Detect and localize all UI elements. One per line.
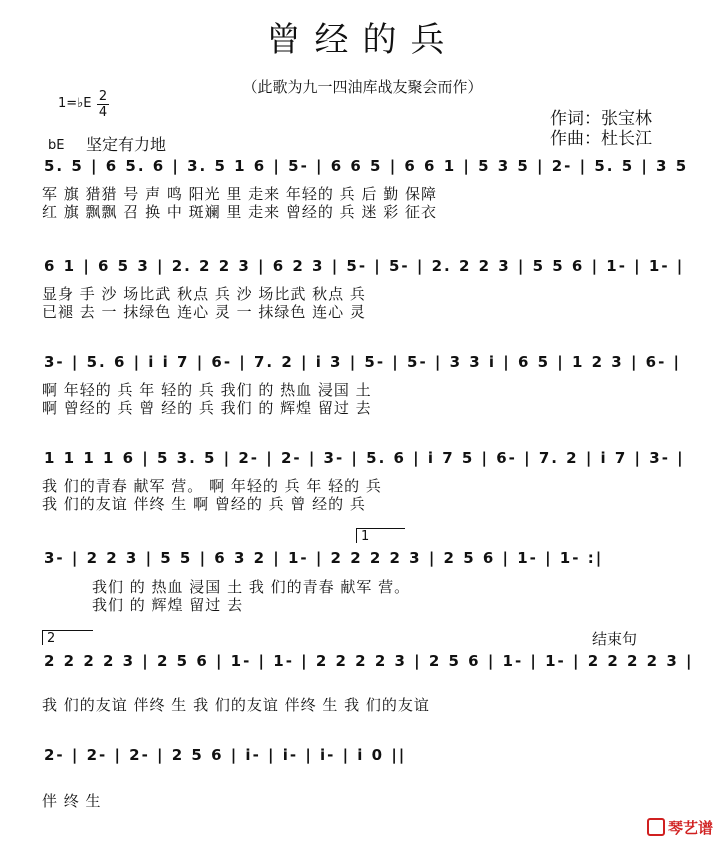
watermark-text: 琴艺谱 [667,819,713,837]
song-subtitle: （此歌为九一四油库战友聚会而作） [242,78,483,96]
system-2-lyric-verse-1: 显身 手 沙 场比武 秋点 兵 沙 场比武 秋点 兵 [42,285,366,303]
system-1-lyric-verse-2: 红 旗 飘飘 召 换 中 斑斓 里 走来 曾经的 兵 迷 彩 征衣 [42,203,437,221]
song-title: 曾经的兵 [266,20,459,60]
system-3-lyric-verse-2: 啊 曾经的 兵 曾 经的 兵 我们 的 辉煌 留过 去 [42,399,372,417]
site-watermark [647,817,713,838]
lyricist-credit: 作词：张宝林 [550,109,652,129]
system-4-lyric-verse-1: 我 们的青春 献军 营。 啊 年轻的 兵 年 轻的 兵 [42,477,382,495]
system-6-notes: 2 2 2 2 3 | 2 5 6 | 1- | 1- | 2 2 2 2 3 | 2 5 6 | 1- | 1- | 2 2 2 2 3 | [44,652,694,670]
system-4-notes: 1 1 1 1 6 | 5 3. 5 | 2- | 2- | 3- | 5. 6 | i 7 5 | 6- | 7. 2 | i 7 | 3- | [44,449,685,467]
system-7-notes: 2- | 2- | 2- | 2 5 6 | i- | i- | i- | i 0 || [44,746,407,764]
time-signature-top: 2 [98,89,108,104]
system-5-lyric-verse-1: 我们 的 热血 浸国 土 我 们的青春 献军 营。 [92,578,411,596]
music-logo-icon [647,818,665,836]
system-2-notes: 6 1 | 6 5 3 | 2. 2 2 3 | 6 2 3 | 5- | 5- | 2. 2 2 3 | 5 5 6 | 1- | 1- | [44,257,685,275]
time-signature [96,90,110,119]
system-3-lyric-verse-1: 啊 年轻的 兵 年 轻的 兵 我们 的 热血 浸国 土 [42,381,372,399]
system-5-notes: 3- | 2 2 3 | 5 5 | 6 3 2 | 1- | 2 2 2 2 3 | 2 5 6 | 1- | 1- :| [44,549,604,567]
key-signature: 1=♭E [58,96,92,111]
system-1-lyric-verse-1: 军 旗 猎猎 号 声 鸣 阳光 里 走来 年轻的 兵 后 勤 保障 [42,185,437,203]
ending-label: 结束句 [592,630,638,648]
system-2-lyric-verse-2: 已褪 去 一 抹绿色 连心 灵 一 抹绿色 连心 灵 [42,303,366,321]
system-7-lyric-verse-1: 伴 终 生 [42,792,102,810]
tempo-marking: 坚定有力地 [86,135,167,154]
volta-2-bracket: 2 [42,630,93,645]
time-signature-bottom: 4 [98,105,108,120]
system-1-notes: 5. 5 | 6 5. 6 | 3. 5 1 6 | 5- | 6 6 5 | 6 6 1 | 5 3 5 | 2- | 5. 5 | 3 5 [44,157,689,175]
system-4-lyric-verse-2: 我 们的友谊 伴终 生 啊 曾经的 兵 曾 经的 兵 [42,495,366,513]
system-3-notes: 3- | 5. 6 | i i 7 | 6- | 7. 2 | i 3 | 5- | 5- | 3 3 i | 6 5 | 1 2 3 | 6- | [44,353,682,371]
volta-1-bracket: 1 [356,528,405,543]
system-6-lyric-verse-1: 我 们的友谊 伴终 生 我 们的友谊 伴终 生 我 们的友谊 [42,696,430,714]
key-change-mark: bE [48,138,65,153]
system-5-lyric-verse-2: 我们 的 辉煌 留过 去 [92,596,244,614]
composer-credit: 作曲：杜长江 [550,129,652,149]
